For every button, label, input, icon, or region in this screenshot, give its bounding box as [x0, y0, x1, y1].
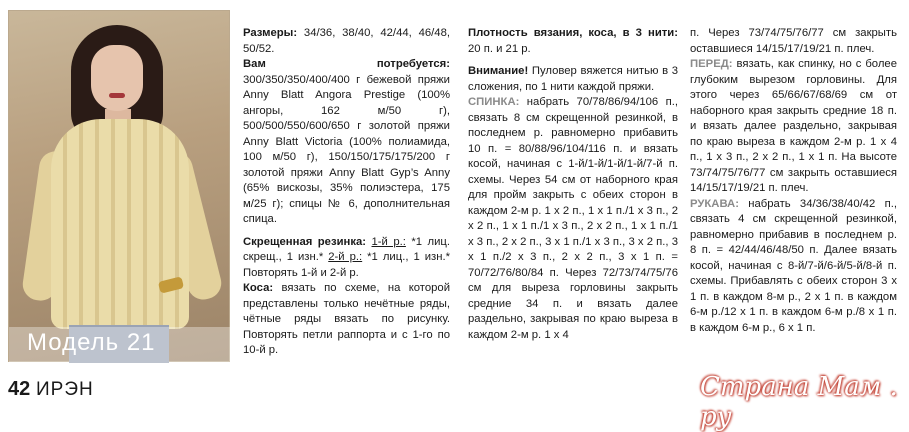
sweater-body: [51, 119, 189, 329]
back-label: СПИНКА:: [468, 96, 520, 108]
rib-paragraph: [243, 235, 450, 282]
materials-label: Вам потребуется:: [243, 58, 450, 70]
attention-paragraph: [468, 64, 678, 95]
magazine-name: ИРЭН: [36, 379, 94, 400]
materials-paragraph: [243, 57, 450, 228]
sleeves-value: набрать 34/36/38/40/42 п., связать 4 см скрещенной резинкой, равномерно прибавив в последнем р. 8 п. = 42/44/46/48/50 п. Далее вязать косой, начиная с 8-й/7-й/6-й/5-й/8-й п. схемы. Прибавлять с обеих сторон 3 х 1 п. в каждом 8-м р., 2 х 1 п. в каждом 6-м р./12 х 1 п. в каждом 6-м р./8 х 1 п. в каждом 6-м р., 6 х 1 п.: [690, 197, 897, 334]
site-watermark: Страна Мам . ру: [700, 372, 898, 432]
front-paragraph: [690, 57, 897, 197]
model-face: [91, 45, 143, 111]
front-label: ПЕРЕД:: [690, 58, 733, 70]
rib-label: Скрещенная резинка:: [243, 235, 367, 248]
density-label: Плотность вязания, коса, в 3 нити:: [468, 27, 678, 39]
rib-row1-text: *1 лиц. скрещ., 1 изн.*: [243, 235, 450, 263]
rib-row1-label: 1-й р.:: [371, 235, 406, 248]
back-value: набрать 70/78/86/94/106 п., связать 8 см скрещенной резинкой, в последнем р. равномерно прибавить 10 п. = 80/88/96/104/116 п. и вязать косой, начиная с 1-й/1-й/1-й/1-й/7-й п. схемы. Через 54 см от наборного края для пройм закрыть с обеих сторон в каждом 2-м р. 1 х 2 п., 1 х 1 п./1 х 3 п., 2 х 2 п., 1 х 1 п./1 х 3 п., 2 х 2 п., 1 х 1 п./1 х 3 п., 2 х 2 п., 3 х 1 п./1 х 3 п., 3 х 2 п., 3 х 1 п./2 х 3 п., 2 х 2 п., 3 х 1 п. = 70/72/76/80/84 п. Через 72/73/74/75/76 см для выреза горловины закрыть средние 34 п. и вязать далее раздельно, закрывая по краю выреза в каждом 2-м р. 1 х 4: [468, 96, 678, 341]
back-paragraph: [468, 95, 678, 343]
model-lips: [109, 93, 125, 98]
attention-label: Внимание!: [468, 65, 529, 77]
front-value: вязать, как спинку, но с более глубоким вырезом горловины. Для этого через 65/66/67/68/69 см от наборного края закрыть средние 18 п. и вязать далее раздельно, закрывая по краю выреза в каждом 2-м р. 1 х 4 п., 1 х 3 п., 2 х 2 п., 1 х 1 п. На высоте 73/74/75/76/77 см закрыть оставшиеся 14/15/17/19/21 п. плеч.: [690, 58, 898, 194]
column-1: [243, 26, 450, 359]
cable-value: вязать по схеме, на которой представлены только нечётные ряды, чётные ряды вязать по рисунку. Повторять петли раппорта и с 1-го по 10-й р.: [243, 282, 451, 356]
rib-row2-label: 2-й р.:: [328, 251, 363, 263]
materials-value: 300/350/350/400/400 г бежевой пряжи Anny Blatt Angora Prestige (100% ангоры, 162 м/50 г), 500/500/550/600/650 г золотой пряжи Anny Blatt Victoria (100% полиамида, 100 м/50 г), 150/150/175/175/200 г золотой пряжи Anny Blatt Gyp’s Anny (65% вискозы, 35% полиэстера, 175 м/25 г); спицы № 6, дополнительная спица.: [243, 73, 450, 225]
sleeves-label: РУКАВА:: [690, 197, 739, 210]
sizes-paragraph: [243, 26, 450, 57]
model-caption: Модель 21: [27, 329, 156, 356]
cable-label: Коса:: [243, 282, 274, 294]
sizes-value: 34/36, 38/40, 42/44, 46/48, 50/52.: [243, 27, 450, 55]
column-2: [468, 26, 678, 343]
rib-row2-text: *1 лиц., 1 изн.* Повторять 1-й и 2-й р.: [243, 251, 450, 279]
cable-paragraph: [243, 281, 450, 359]
sizes-label: Размеры:: [243, 27, 298, 39]
back-continued: п. Через 73/74/75/76/77 см закрыть оставшиеся 14/15/17/19/21 п. плеч.: [690, 27, 897, 55]
density-value: 20 п. и 21 р.: [468, 42, 531, 55]
model-photo: [8, 10, 230, 362]
column-3: [690, 26, 897, 336]
attention-value: Пуловер вяжется нитью в 3 сложения, по 1 нити каждой пряжи.: [468, 65, 679, 93]
density-paragraph: [468, 26, 678, 57]
sleeves-paragraph: [690, 197, 897, 337]
page-number: 42: [8, 378, 31, 400]
